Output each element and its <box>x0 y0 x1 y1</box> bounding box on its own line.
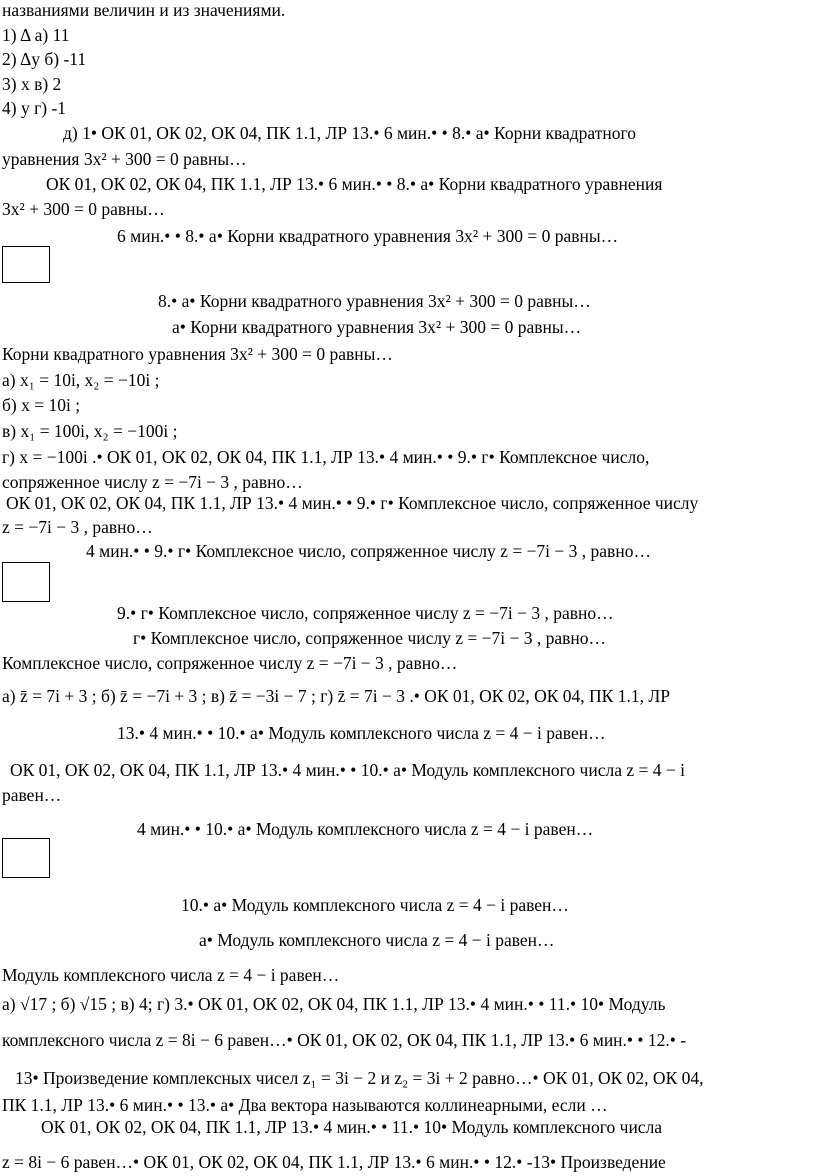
text-line: Корни квадратного уравнения 3x² + 300 = 0 равны… <box>2 344 393 364</box>
text-line: равен… <box>2 785 62 805</box>
text-line: уравнения 3x² + 300 = 0 равны… <box>2 149 247 169</box>
text-line: сопряженное числу z = −7i − 3 , равно… <box>2 472 303 492</box>
text-line: д) 1• ОК 01, ОК 02, ОК 04, ПК 1.1, ЛР 13.• 6 мин.• • 8.• а• Корни квадратного <box>63 123 636 143</box>
text-line: 4) y г) -1 <box>2 98 67 118</box>
text-line: z = −7i − 3 , равно… <box>2 517 153 537</box>
text-line: 1) Δ а) 11 <box>2 25 70 45</box>
text-line: г• Комплексное число, сопряженное числу z = −7i − 3 , равно… <box>133 628 607 648</box>
text-line: а• Корни квадратного уравнения 3x² + 300 = 0 равны… <box>172 317 582 337</box>
text-line: 4 мин.• • 9.• г• Комплексное число, сопряженное числу z = −7i − 3 , равно… <box>86 541 651 561</box>
text-line: 4 мин.• • 10.• а• Модуль комплексного числа z = 4 − i равен… <box>137 819 594 839</box>
text-line: 8.• а• Корни квадратного уравнения 3x² + 300 = 0 равны… <box>158 291 591 311</box>
text-line: в) x₁ = 100i, x₂ = −100i ; <box>2 421 178 441</box>
text-line: б) x = 10i ; <box>2 395 81 415</box>
text-line: ПК 1.1, ЛР 13.• 6 мин.• • 13.• а• Два вектора называются коллинеарными, если … <box>2 1095 608 1115</box>
answer-box <box>2 562 50 602</box>
text-line: ОК 01, ОК 02, ОК 04, ПК 1.1, ЛР 13.• 4 мин.• • 11.• 10• Модуль комплексного числа <box>41 1117 663 1137</box>
text-line: 3) x в) 2 <box>2 74 62 94</box>
text-line: 3x² + 300 = 0 равны… <box>2 199 165 219</box>
text-line: 6 мин.• • 8.• а• Корни квадратного уравнения 3x² + 300 = 0 равны… <box>117 226 619 246</box>
text-line: 2) Δy б) -11 <box>2 49 87 69</box>
text-line: а) z̄ = 7i + 3 ; б) z̄ = −7i + 3 ; в) z̄ = −3i − 7 ; г) z̄ = 7i − 3 .• ОК 01, ОК 02, ОК 04, ПК 1.1, ЛР <box>2 686 670 706</box>
text-line: а) √17 ; б) √15 ; в) 4; г) 3.• ОК 01, ОК 02, ОК 04, ПК 1.1, ЛР 13.• 4 мин.• • 11.• 10• Модуль <box>2 994 666 1014</box>
text-line: 13• Произведение комплексных чисел z₁ = 3i − 2 и z₂ = 3i + 2 равно…• ОК 01, ОК 02, ОК 04, <box>15 1068 704 1088</box>
text-line: Комплексное число, сопряженное числу z = −7i − 3 , равно… <box>2 653 458 673</box>
text-line: Модуль комплексного числа z = 4 − i равен… <box>2 965 340 985</box>
text-line: ОК 01, ОК 02, ОК 04, ПК 1.1, ЛР 13.• 6 мин.• • 8.• а• Корни квадратного уравнения <box>46 174 663 194</box>
text-line: 13.• 4 мин.• • 10.• а• Модуль комплексного числа z = 4 − i равен… <box>117 723 606 743</box>
text-line: ОК 01, ОК 02, ОК 04, ПК 1.1, ЛР 13.• 4 мин.• • 9.• г• Комплексное число, сопряженное числу <box>6 493 699 513</box>
text-line: z = 8i − 6 равен…• ОК 01, ОК 02, ОК 04, ПК 1.1, ЛР 13.• 6 мин.• • 12.• -13• Произведение <box>2 1152 666 1172</box>
answer-box <box>2 838 50 878</box>
answer-box <box>2 246 50 283</box>
text-line: комплексного числа z = 8i − 6 равен…• ОК 01, ОК 02, ОК 04, ПК 1.1, ЛР 13.• 6 мин.• • 12.• - <box>2 1030 687 1050</box>
text-line: а) x₁ = 10i, x₂ = −10i ; <box>2 370 160 390</box>
text-line: а• Модуль комплексного числа z = 4 − i равен… <box>199 930 555 950</box>
text-line: ОК 01, ОК 02, ОК 04, ПК 1.1, ЛР 13.• 4 мин.• • 10.• а• Модуль комплексного числа z = 4 − i <box>10 760 685 780</box>
text-line: 9.• г• Комплексное число, сопряженное числу z = −7i − 3 , равно… <box>117 603 614 623</box>
text-line: 10.• а• Модуль комплексного числа z = 4 − i равен… <box>181 895 569 915</box>
text-line: названиями величин и из значениями. <box>2 0 286 20</box>
text-line: г) x = −100i .• ОК 01, ОК 02, ОК 04, ПК 1.1, ЛР 13.• 4 мин.• • 9.• г• Комплексное число, <box>2 447 650 467</box>
